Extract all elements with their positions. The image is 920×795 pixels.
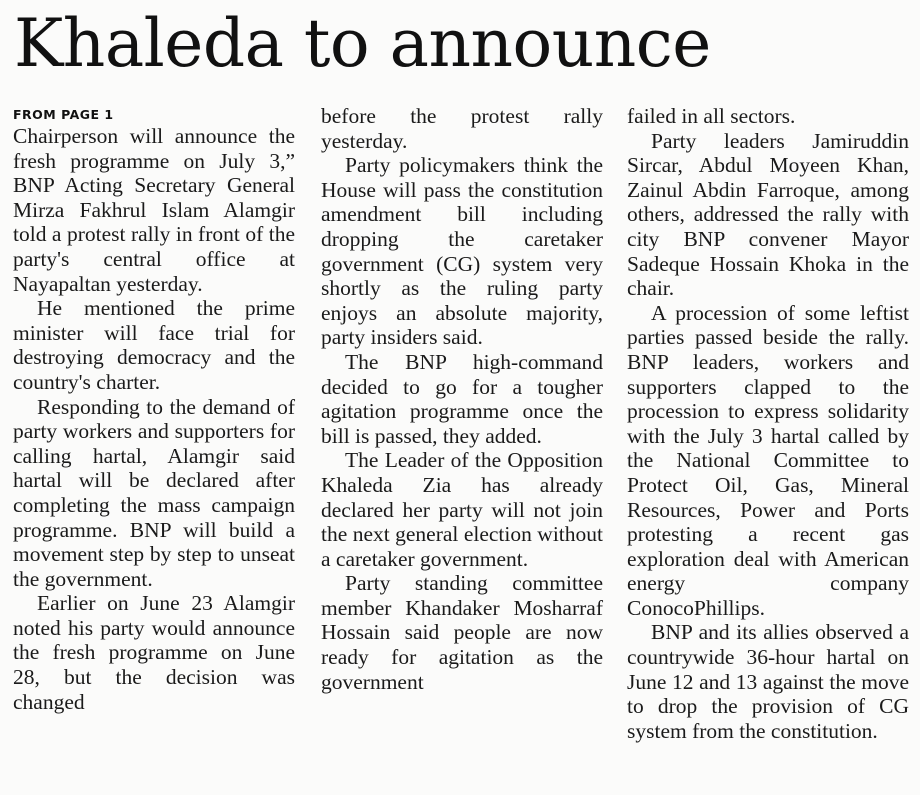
paragraph: Chairperson will announce the fresh programme on July 3,” BNP Acting Secretary General Mirza Fakhrul Islam Alamgir told a protest rally in front of the party's central office at Nayapaltan yesterday. [13, 124, 295, 296]
article-column-3 [627, 104, 909, 743]
paragraph: Earlier on June 23 Alamgir noted his party would announce the fresh programme on June 28, but the decision was changed [13, 591, 295, 714]
paragraph: Responding to the demand of party workers and supporters for calling hartal, Alamgir said hartal will be declared after completing the mass campaign programme. BNP will build a movement step by step to unseat the government. [13, 394, 295, 591]
paragraph: failed in all sectors. [627, 104, 796, 128]
article-column-2 [321, 104, 603, 694]
headline: Khaleda to announce [14, 5, 711, 82]
paragraph: before the protest rally yesterday. [321, 104, 603, 153]
paragraph: Party leaders Jamiruddin Sircar, Abdul Moyeen Khan, Zainul Abdin Farroque, among others, addressed the rally with city BNP convener Mayor Sadeque Hossain Khoka in the chair. [627, 128, 909, 301]
paragraph: The Leader of the Opposition Khaleda Zia has already declared her party will not join the next general election without a caretaker government. [321, 448, 603, 571]
paragraph: BNP and its allies observed a countrywide 36-hour hartal on June 12 and 13 against the move to drop the provision of CG system from the constitution. [627, 620, 909, 743]
paragraph: The BNP high-command decided to go for a tougher agitation programme once the bill is passed, they added. [321, 349, 603, 448]
paragraph: Party standing committee member Khandaker Mosharraf Hossain said people are now ready for agitation as the government [321, 571, 603, 694]
paragraph: Party policymakers think the House will pass the constitution amendment bill including dropping the caretaker government (CG) system very shortly as the ruling party enjoys an absolute majority, party insiders said. [321, 153, 603, 350]
continuation-kicker: FROM PAGE 1 [13, 107, 114, 122]
article-column-1 [13, 104, 295, 714]
paragraph: A procession of some leftist parties passed beside the rally. BNP leaders, workers and supporters clapped to the procession to express solidarity with the July 3 hartal called by the National Committee to Protect Oil, Gas, Mineral Resources, Power and Ports protesting a recent gas exploration deal with American energy company ConocoPhillips. [627, 300, 909, 620]
paragraph: He mentioned the prime minister will face trial for destroying democracy and the country's charter. [13, 296, 295, 394]
